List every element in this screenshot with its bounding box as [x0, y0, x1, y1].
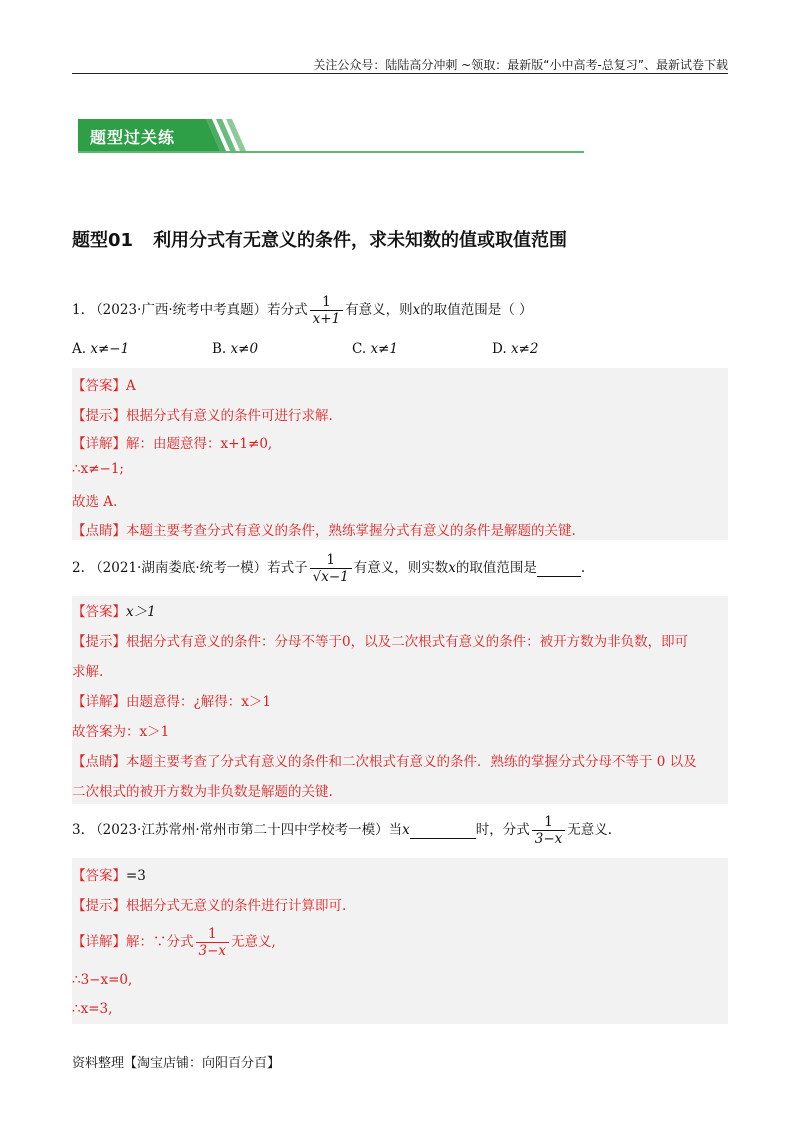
- detail-text: 由题意得：¿解得：x＞1: [126, 694, 271, 710]
- variable: x: [402, 822, 410, 838]
- question-tail: .: [580, 560, 586, 576]
- variable: x: [412, 302, 421, 318]
- comment-text: 本题主要考查分式有意义的条件，熟练掌握分式有意义的条件是解题的关键.: [126, 523, 576, 539]
- option-letter: C.: [352, 341, 367, 357]
- question-text: 有意义，则: [345, 302, 413, 318]
- question-number: 2.: [72, 560, 85, 576]
- option-letter: B.: [212, 341, 227, 357]
- question-source: （2021·湖南娄底·统考一模）若式子: [89, 560, 308, 576]
- option-text: x≠−1: [90, 341, 130, 357]
- answer-value: =3: [126, 868, 146, 884]
- hint-text: 根据分式有意义的条件：分母不等于0，以及二次根式有意义的条件：被开方数为非负数，即可: [126, 634, 689, 650]
- detail-text-end: 无意义,: [231, 934, 276, 950]
- question-text-end: 的取值范围是: [455, 560, 537, 576]
- fraction-denominator: 3−x: [196, 942, 230, 959]
- hint-tag: 【提示】: [72, 408, 126, 424]
- section-banner: [78, 117, 588, 155]
- detail-text: 解：∵分式: [126, 934, 194, 950]
- question-source: （2023·江苏常州·常州市第二十四中学校考一模）当: [89, 822, 403, 838]
- answer-tag: 【答案】: [72, 378, 126, 394]
- question-text-end: 的取值范围是（ ）: [420, 302, 533, 318]
- answer-block-2: [72, 596, 728, 804]
- option-letter: D.: [492, 341, 507, 357]
- fraction-denominator: √x−1: [310, 568, 352, 585]
- question-number: 3.: [72, 822, 85, 838]
- solution-step: ∴x=3,: [72, 1001, 113, 1017]
- variable: x: [448, 560, 456, 576]
- question-1: [72, 294, 533, 327]
- fraction-numerator: 1: [326, 552, 335, 568]
- answer-blank[interactable]: [537, 560, 581, 577]
- answer-tag: 【答案】: [72, 868, 126, 884]
- fraction: [196, 926, 230, 959]
- question-number: 1.: [72, 302, 85, 318]
- question-source: （2023·广西·统考中考真题）若分式: [89, 302, 308, 318]
- header-rule: [72, 73, 728, 74]
- fraction: [310, 294, 344, 327]
- solution-step: ∴3−x=0,: [72, 972, 133, 988]
- fraction: [310, 552, 352, 585]
- detail-text: 解：由题意得：x+1≠0,: [126, 436, 273, 452]
- hint-text: 根据分式无意义的条件进行计算即可.: [126, 898, 347, 914]
- hint-text-cont: 求解.: [72, 664, 104, 680]
- section-heading: 利用分式有无意义的条件，求未知数的值或取值范围: [153, 230, 568, 251]
- answer-block-1: [72, 368, 728, 540]
- answer-value: x＞1: [126, 604, 156, 620]
- solution-step: 故答案为：x＞1: [72, 724, 170, 740]
- answer-blank[interactable]: [410, 822, 476, 839]
- comment-tag: 【点睛】: [72, 523, 126, 539]
- banner-label: 题型过关练: [90, 128, 176, 147]
- option-text: x≠0: [230, 341, 259, 357]
- fraction-numerator: 1: [207, 926, 217, 942]
- detail-tag: 【详解】: [72, 436, 126, 452]
- fraction-denominator: 3−x: [532, 830, 566, 847]
- hint-tag: 【提示】: [72, 634, 126, 650]
- question-3: [72, 814, 612, 847]
- option-a[interactable]: [72, 341, 129, 357]
- fraction: [532, 814, 566, 847]
- fraction-denominator: x+1: [310, 310, 344, 327]
- answer-block-3: [72, 858, 728, 1024]
- question-text: 时，分式: [475, 822, 530, 838]
- fraction-numerator: 1: [322, 294, 331, 310]
- answer-tag: 【答案】: [72, 604, 126, 620]
- answer-value: A: [126, 378, 136, 394]
- fraction-numerator: 1: [544, 814, 553, 830]
- detail-tag: 【详解】: [72, 934, 126, 950]
- question-2: [72, 552, 585, 585]
- comment-text-cont: 二次根式的被开方数为非负数是解题的关键.: [72, 784, 333, 800]
- solution-step: ∴x≠−1;: [72, 461, 124, 477]
- option-b[interactable]: [212, 341, 258, 357]
- hint-tag: 【提示】: [72, 898, 126, 914]
- option-letter: A.: [72, 341, 87, 357]
- option-text: x≠2: [510, 341, 539, 357]
- comment-text: 本题主要考查了分式有意义的条件和二次根式有意义的条件．熟练的掌握分式分母不等于 0 以及: [126, 754, 697, 770]
- page-header: 关注公众号：陆陆高分冲刺 ~领取：最新版“小中高考-总复习”、最新试卷下载: [313, 58, 728, 72]
- question-text: 有意义，则实数: [353, 560, 449, 576]
- page-footer: 资料整理【淘宝店铺：向阳百分百】: [72, 1056, 281, 1071]
- option-d[interactable]: [492, 341, 538, 357]
- section-title: [72, 226, 567, 252]
- option-text: x≠1: [370, 341, 398, 357]
- section-number: 题型01: [72, 230, 134, 251]
- comment-tag: 【点睛】: [72, 754, 126, 770]
- option-c[interactable]: [352, 341, 398, 357]
- solution-step: 故选 A.: [72, 494, 118, 510]
- question-text-end: 无意义.: [567, 822, 613, 838]
- hint-text: 根据分式有意义的条件可进行求解.: [126, 408, 333, 424]
- detail-tag: 【详解】: [72, 694, 126, 710]
